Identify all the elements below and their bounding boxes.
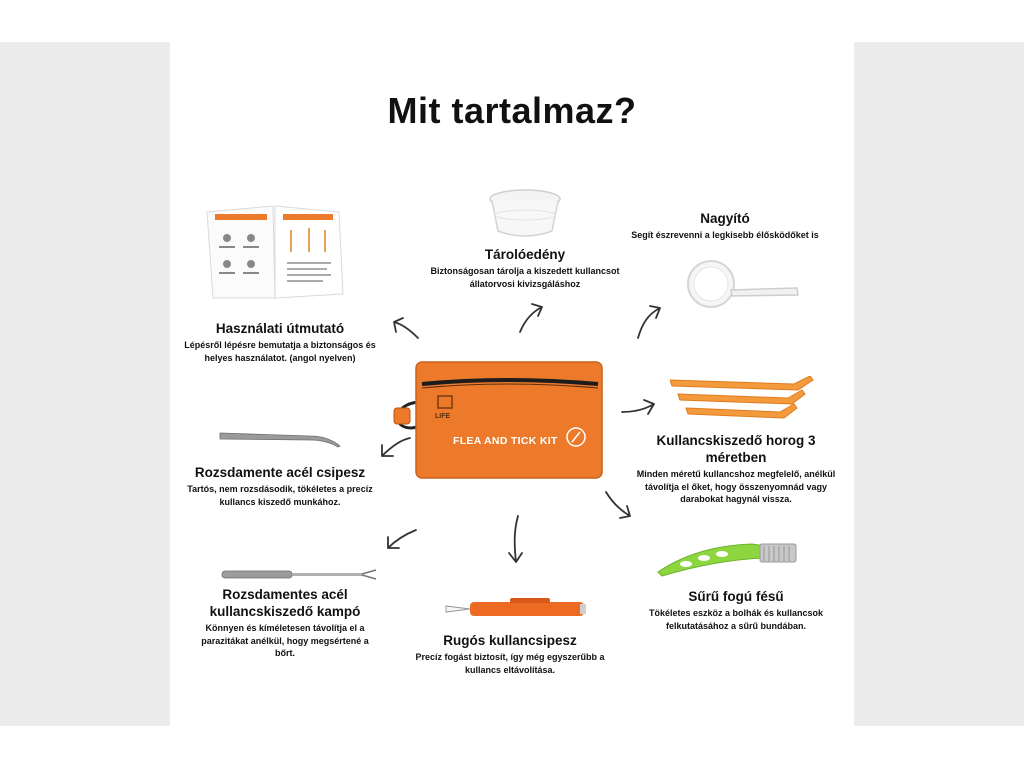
hook-set-image: [670, 376, 816, 424]
kit-label: FLEA AND TICK KIT: [453, 435, 558, 447]
comb-description: Tökéletes eszköz a bolhák és kullancsok felkutatásához a sűrű bundában.: [648, 608, 824, 631]
item-container: [430, 246, 620, 290]
arrow-to-hooks: [622, 400, 654, 414]
item-magnifier: [625, 210, 825, 242]
comb-image: [656, 542, 800, 578]
hooks-heading: Kullancskiszedő horog 3 méretben: [656, 433, 816, 465]
product-infographic: [170, 42, 854, 726]
item-spring-tweezers: [400, 632, 620, 676]
item-hooks: [626, 432, 846, 506]
left-margin-bar: [0, 42, 170, 726]
magnifier-image: [685, 260, 803, 312]
item-tweezers: [180, 464, 380, 508]
arrow-to-magnifier: [638, 306, 660, 338]
arrow-to-container: [520, 304, 542, 332]
hooks-description: Minden méretű kullancshoz megfelelő, anélkül távolítja el őket, hogy összenyomnád vagy darabokat hagynál vissza.: [636, 469, 836, 504]
right-margin-bar: [854, 42, 1024, 726]
arrow-to-spring: [509, 516, 522, 562]
container-image: [488, 187, 562, 241]
manual-image: [205, 202, 345, 302]
manual-description: Lépésről lépésre bemutatja a biztonságos és helyes használatot. (angol nyelven): [184, 340, 376, 363]
hook-tool-heading: Rozsdamentes acél kullancskiszedő kampó: [209, 587, 361, 619]
tweezers-image: [218, 430, 342, 450]
tweezers-heading: Rozsdamente acél csipesz: [194, 465, 366, 480]
spring-tweezers-description: Precíz fogást biztosít, így még egyszerűbb a kullancs eltávolítása.: [415, 652, 605, 675]
page-title: Mit tartalmaz?: [387, 90, 637, 131]
container-heading: Tárolóedény: [484, 247, 566, 262]
comb-heading: Sűrű fogú fésű: [688, 589, 784, 604]
hook-tool-description: Könnyen és kíméletesen távolítja el a parazitákat anélkül, hogy megsértené a bőrt.: [201, 623, 369, 658]
arrow-to-manual: [394, 318, 418, 338]
kit-bag-image: [386, 354, 612, 482]
kit-brand: LIFE: [435, 413, 451, 420]
item-hook-tool: [190, 586, 380, 660]
hook-tool-image: [220, 568, 380, 582]
arrow-to-hook-tool: [388, 530, 416, 548]
magnifier-heading: Nagyító: [700, 211, 750, 226]
item-comb: [636, 588, 836, 632]
spring-tweezers-heading: Rugós kullancsipesz: [443, 633, 577, 648]
spring-tweezers-image: [440, 598, 590, 620]
magnifier-description: Segít észrevenni a legkisebb élősködőket is: [631, 230, 819, 240]
item-manual: [180, 320, 380, 364]
tweezers-description: Tartós, nem rozsdásodik, tökéletes a precíz kullancs kiszedő munkához.: [187, 484, 373, 507]
manual-heading: Használati útmutató: [215, 321, 345, 336]
container-description: Biztonságosan tárolja a kiszedett kullancsot állatorvosi kivizsgáláshoz: [430, 266, 620, 289]
